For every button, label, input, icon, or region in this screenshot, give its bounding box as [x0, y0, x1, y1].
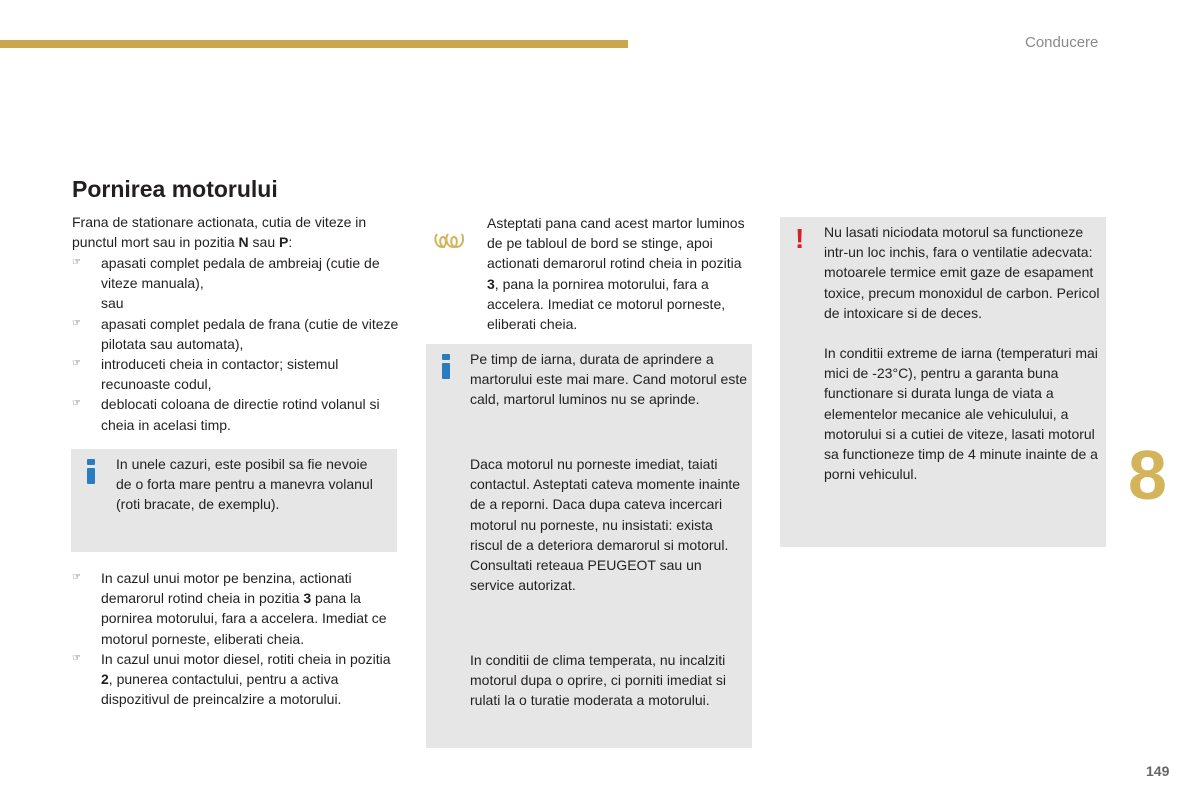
- start-steps-list: [72, 253, 402, 435]
- info-icon: [442, 354, 451, 379]
- info-paragraph: In conditii de clima temperata, nu incalziti motorul dupa o oprire, ci porniti imediat si rulati la o turatie moderata a motorului.: [470, 652, 727, 709]
- intro-paragraph: Frana de stationare actionata, cutia de viteze in punctul mort sau in pozitia N sau P:: [72, 214, 367, 251]
- warning-text: Nu lasati niciodata motorul sa functioneze intr-un loc inchis, fara o ventilatie adecvata: motoarele termice emit gaze de esapament toxice, precum monoxidul de carbon. Pericol de intoxicare si de deces.: [824, 224, 1100, 321]
- list-item: ☞ In cazul unui motor diesel, rotiti cheia in pozitia 2, punerea contactului, pentru a activa dispozitivul de preincalzire a motorului.: [72, 650, 391, 708]
- info-paragraph: Pe timp de iarna, durata de aprindere a martorului este mai mare. Cand motorul este cald, martorul luminos nu se aprinde.: [470, 351, 747, 408]
- info-note-box: [71, 449, 397, 552]
- info-note-text: In unele cazuri, este posibil sa fie nevoie de o forta mare pentru a manevra volanul (roti bracate, de exemplu).: [116, 456, 373, 513]
- list-item: ☞ introduceti cheia in contactor; sistemul recunoaste codul,: [72, 356, 339, 393]
- list-item: ☞ In cazul unui motor pe benzina, actionati demarorul rotind cheia in pozitia 3 pana la pornirea motorului, fara a accelera. Imediat ce motorul porneste, eliberati cheia.: [72, 570, 387, 647]
- winter-info-box: [426, 344, 752, 748]
- info-icon: [87, 459, 96, 484]
- hand-pointer-icon: ☞: [72, 398, 81, 410]
- hand-pointer-icon: ☞: [72, 358, 81, 370]
- hand-pointer-icon: ☞: [72, 652, 81, 664]
- list-item: ☞ apasati complet pedala de frana (cutie de viteze pilotata sau automata),: [72, 315, 399, 352]
- preheat-glow-plug-icon: [434, 232, 466, 255]
- header-gold-bar: [0, 40, 628, 48]
- warning-text: In conditii extreme de iarna (temperaturi mai mici de -23°C), pentru a garanta buna functionare si durata lunga de viata a elementelor mecanice ale vehiculului, a motorului si a cutiei de viteze, lasati motorul sa functioneze timp de 4 minute inainte de a porni vehiculul.: [824, 345, 1098, 483]
- hand-pointer-icon: ☞: [72, 317, 81, 329]
- page-title: Pornirea motorului: [72, 176, 278, 202]
- hand-pointer-icon: ☞: [72, 572, 81, 583]
- glow-plug-text: Asteptati pana cand acest martor luminos de pe tabloul de bord se stinge, apoi actionati demarorul rotind cheia in pozitia 3, pana la pornirea motorului, fara a accelera. Imediat ce motorul porneste, eliberati cheia.: [487, 215, 745, 333]
- section-title: Conducere: [1025, 34, 1099, 51]
- engine-steps-list: [72, 568, 402, 709]
- hand-pointer-icon: ☞: [72, 257, 81, 268]
- list-item: ☞ deblocati coloana de directie rotind volanul si cheia in acelasi timp.: [72, 396, 380, 433]
- list-item: ☞ apasati complet pedala de ambreiaj (cutie de viteze manuala), sau: [72, 255, 380, 312]
- chapter-number: 8: [1128, 436, 1167, 514]
- page-number: 149: [1146, 763, 1170, 779]
- warning-exclamation-icon: !: [795, 223, 805, 254]
- info-paragraph: Daca motorul nu porneste imediat, taiati contactul. Asteptati cateva momente inainte de a reporni. Daca dupa cateva incercari motorul nu porneste, nu insistati: exista riscul de a deteriora demarorul si motorul. Consultati reteaua PEUGEOT sau un service autorizat.: [470, 456, 741, 594]
- warning-box: [780, 217, 1106, 547]
